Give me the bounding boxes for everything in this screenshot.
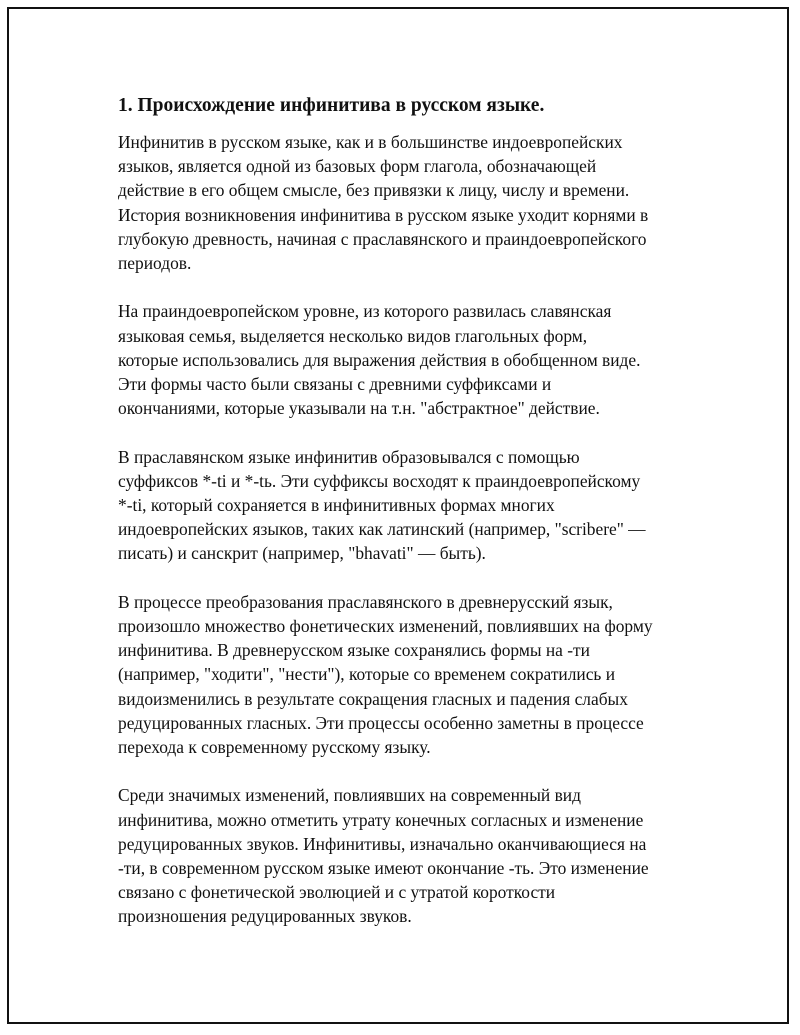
text-line: Среди значимых изменений, повлиявших на современный вид (118, 785, 581, 806)
text-line: перехода к современному русскому языку. (118, 737, 431, 758)
text-line: В праславянском языке инфинитив образовывался с помощью (118, 446, 580, 467)
text-line: связано с фонетической эволюцией и с утратой короткости (118, 882, 556, 903)
text-line: языков, является одной из базовых форм глагола, обозначающей (118, 156, 597, 177)
text-line: писать) и санскрит (например, "bhavati" — быть). (118, 543, 486, 564)
text-line: В процессе преобразования праславянского в древнерусский язык, (118, 591, 613, 612)
text-line: редуцированных звуков. Инфинитивы, изначально оканчивающиеся на (118, 833, 647, 854)
paragraph-old-russian (118, 590, 688, 759)
paragraph-origin (118, 130, 688, 275)
paragraph-modern-changes (118, 783, 688, 928)
text-line: Эти формы часто были связаны с древними суффиксами и (118, 374, 552, 395)
text-line: суффиксов *-ti и *-tь. Эти суффиксы восходят к праиндоевропейскому (118, 470, 641, 491)
text-line: произошло множество фонетических изменений, повлиявших на форму (118, 616, 653, 637)
text-line: действие в его общем смысле, без привязки к лицу, числу и времени. (118, 180, 630, 201)
text-line: глубокую древность, начиная с праславянского и праиндоевропейского (118, 228, 647, 249)
paragraph-proto-indo-european (118, 299, 688, 420)
text-line: -ти, в современном русском языке имеют окончание -ть. Это изменение (118, 858, 649, 879)
text-line: которые использовались для выражения действия в обобщенном виде. (118, 349, 641, 370)
text-line: *-ti, который сохраняется в инфинитивных формах многих (118, 495, 555, 516)
text-line: периодов. (118, 253, 192, 274)
paragraph-proto-slavic (118, 445, 688, 566)
text-line: редуцированных гласных. Эти процессы особенно заметны в процессе (118, 712, 644, 733)
text-line: видоизменились в результате сокращения гласных и падения слабых (118, 688, 628, 709)
text-line: На праиндоевропейском уровне, из которого развилась славянская (118, 301, 612, 322)
text-line: индоевропейских языков, таких как латинский (например, "scribere" — (118, 519, 646, 540)
text-line: инфинитива, можно отметить утрату конечных согласных и изменение (118, 809, 644, 830)
text-line: (например, "ходити", "нести"), которые со временем сократились и (118, 664, 616, 685)
text-line: История возникновения инфинитива в русском языке уходит корнями в (118, 204, 649, 225)
text-line: языковая семья, выделяется несколько видов глагольных форм, (118, 325, 588, 346)
text-line: Инфинитив в русском языке, как и в большинстве индоевропейских (118, 132, 623, 152)
document-body (118, 92, 688, 929)
text-line: произношения редуцированных звуков. (118, 906, 412, 927)
text-line: окончаниями, которые указывали на т.н. "абстрактное" действие. (118, 398, 600, 419)
text-line: инфинитива. В древнерусском языке сохранялись формы на -ти (118, 640, 590, 661)
section-title: 1. Происхождение инфинитива в русском языке. (118, 95, 545, 116)
